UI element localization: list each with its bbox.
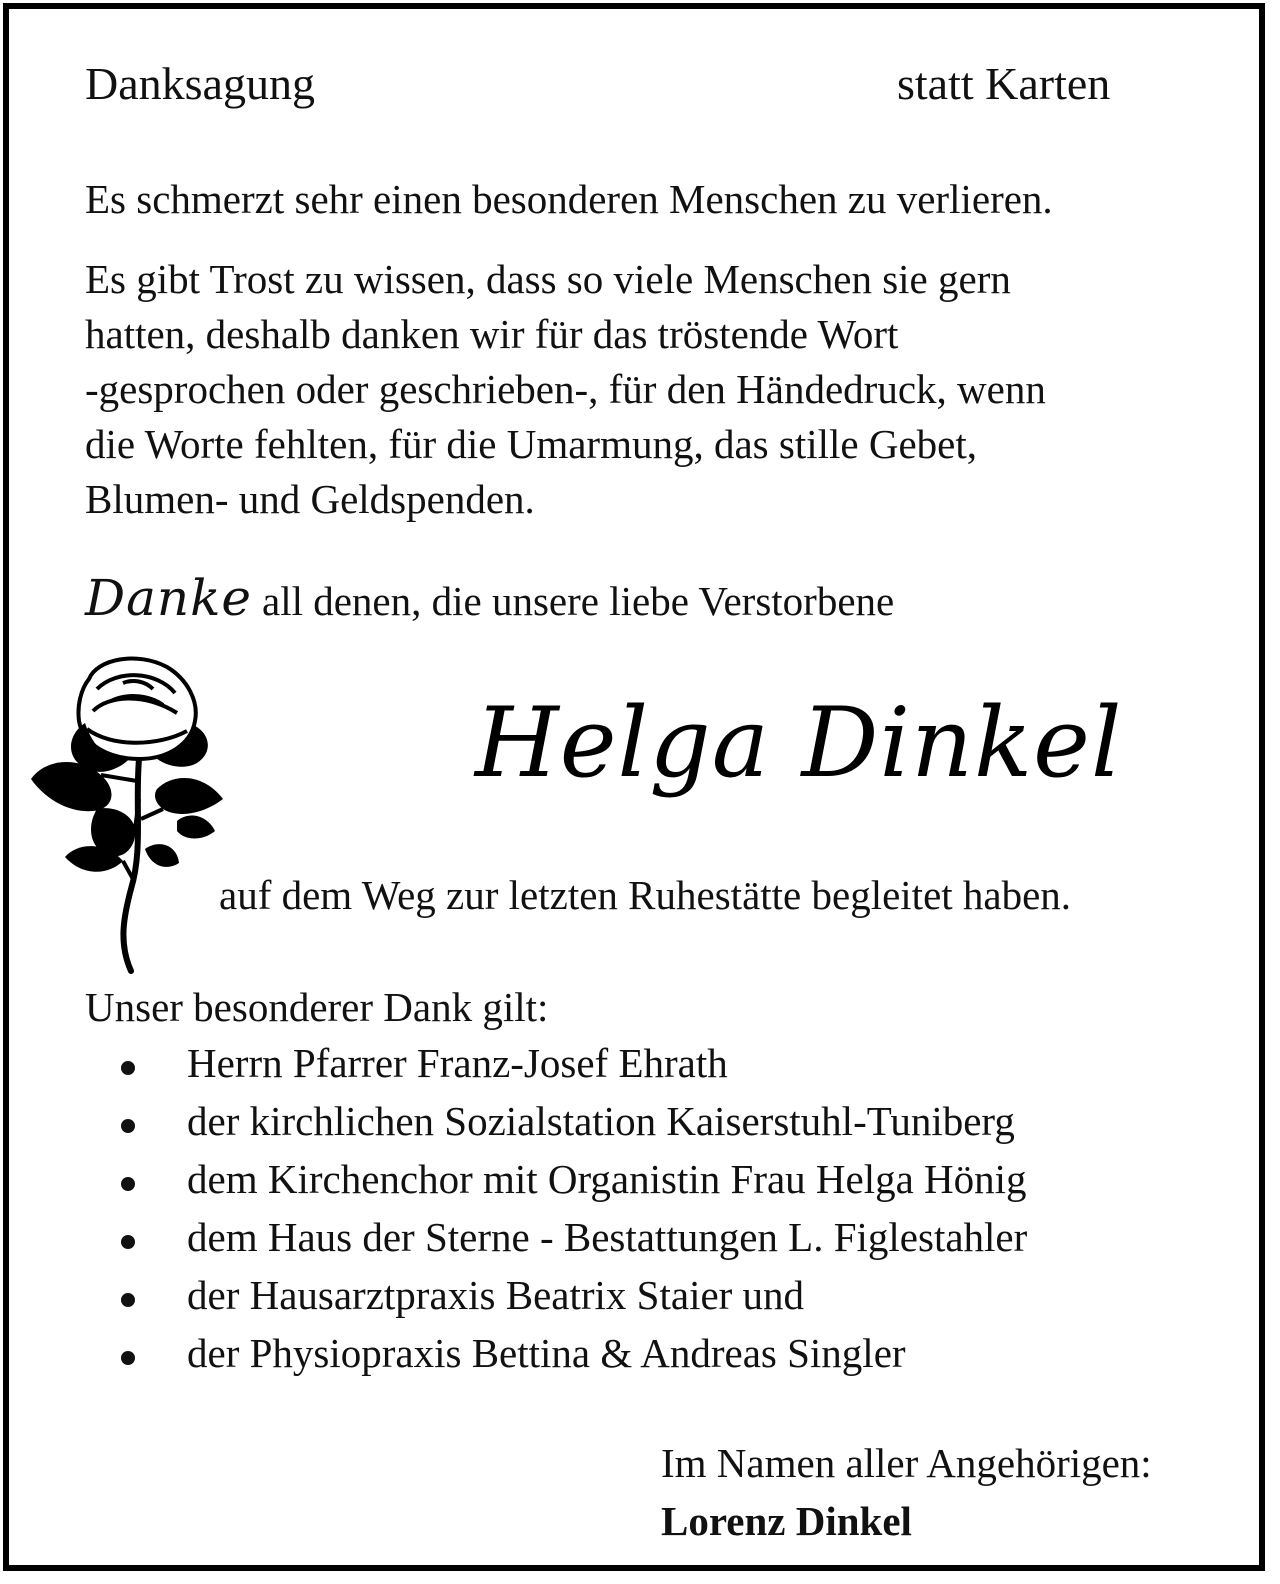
paragraph-line: Blumen- und Geldspenden. bbox=[85, 476, 535, 522]
paragraph-line: die Worte fehlten, für die Umarmung, das stille Gebet, bbox=[85, 421, 977, 467]
list-item-text: dem Kirchenchor mit Organistin Frau Helga Hönig bbox=[187, 1156, 1027, 1202]
bullet-icon bbox=[121, 1235, 135, 1249]
consolation-paragraph bbox=[85, 252, 1046, 527]
notice-frame bbox=[3, 3, 1265, 1571]
rose-icon bbox=[27, 649, 227, 979]
danke-rest: all denen, die unsere liebe Verstorbene bbox=[262, 578, 895, 624]
intro-line: Es schmerzt sehr einen besonderen Menschen zu verlieren. bbox=[85, 176, 1053, 222]
list-item-text: der Physiopraxis Bettina & Andreas Singler bbox=[187, 1330, 906, 1376]
weg-line: auf dem Weg zur letzten Ruhestätte begleitet haben. bbox=[219, 872, 1072, 918]
bullet-icon bbox=[121, 1119, 135, 1133]
danke-word: Danke bbox=[85, 569, 252, 627]
danke-line bbox=[85, 569, 894, 627]
list-item-text: der kirchlichen Sozialstation Kaiserstuhl-Tuniberg bbox=[187, 1098, 1015, 1144]
bullet-icon bbox=[121, 1293, 135, 1307]
paragraph-line: hatten, deshalb danken wir für das tröstende Wort bbox=[85, 311, 899, 357]
header-note: statt Karten bbox=[897, 58, 1111, 109]
bullet-icon bbox=[121, 1351, 135, 1365]
list-item-text: der Hausarztpraxis Beatrix Staier und bbox=[187, 1272, 805, 1318]
bullet-icon bbox=[121, 1061, 135, 1075]
list-item-text: Herrn Pfarrer Franz-Josef Ehrath bbox=[187, 1040, 728, 1086]
bullet-icon bbox=[121, 1177, 135, 1191]
header-title: Danksagung bbox=[85, 58, 315, 109]
paragraph-line: -gesprochen oder geschrieben-, für den Händedruck, wenn bbox=[85, 366, 1046, 412]
signature-line: Im Namen aller Angehörigen: bbox=[661, 1440, 1152, 1486]
deceased-name: Helga Dinkel bbox=[475, 687, 1123, 799]
paragraph-line: Es gibt Trost zu wissen, dass so viele Menschen sie gern bbox=[85, 256, 1011, 302]
thanks-heading: Unser besonderer Dank gilt: bbox=[85, 984, 549, 1030]
signature-name: Lorenz Dinkel bbox=[661, 1498, 912, 1544]
list-item-text: dem Haus der Sterne - Bestattungen L. Figlestahler bbox=[187, 1214, 1028, 1260]
